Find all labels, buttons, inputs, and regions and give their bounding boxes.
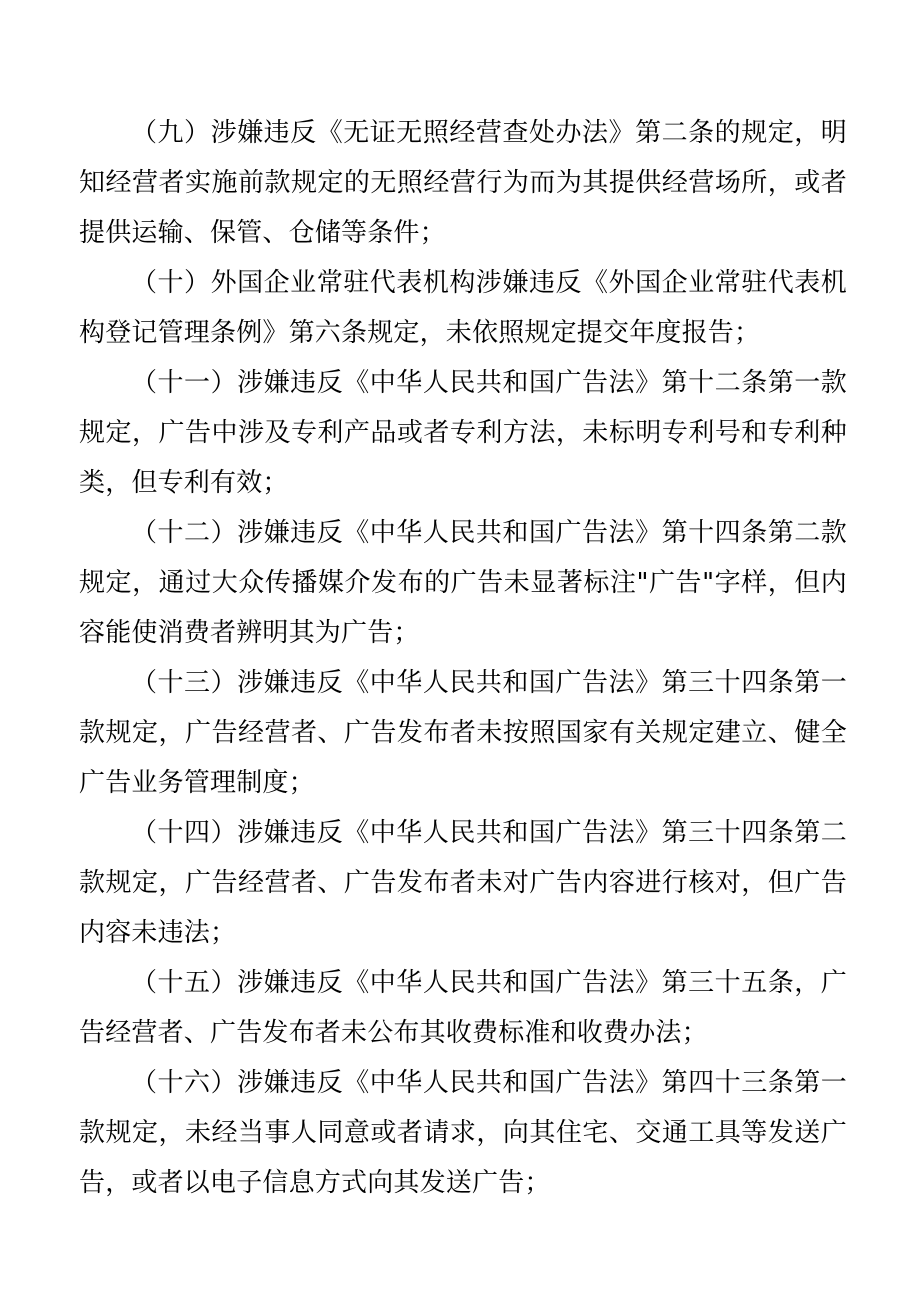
clause-14: （十四）涉嫌违反《中华人民共和国广告法》第三十四条第二款规定，广告经营者、广告发布者未对广告内容进行核对，但广告内容未违法；: [79, 818, 847, 948]
clause-16: （十六）涉嫌违反《中华人民共和国广告法》第四十三条第一款规定，未经当事人同意或者请求，向其住宅、交通工具等发送广告，或者以电子信息方式向其发送广告；: [79, 1068, 847, 1198]
clause-9: （九）涉嫌违反《无证无照经营查处办法》第二条的规定，明知经营者实施前款规定的无照经营行为而为其提供经营场所，或者提供运输、保管、仓储等条件；: [79, 118, 847, 248]
clause-11: （十一）涉嫌违反《中华人民共和国广告法》第十二条第一款规定，广告中涉及专利产品或者专利方法，未标明专利号和专利种类，但专利有效；: [79, 368, 847, 498]
clause-10: （十）外国企业常驻代表机构涉嫌违反《外国企业常驻代表机构登记管理条例》第六条规定，未依照规定提交年度报告；: [79, 268, 847, 348]
clause-13: （十三）涉嫌违反《中华人民共和国广告法》第三十四条第一款规定，广告经营者、广告发布者未按照国家有关规定建立、健全广告业务管理制度；: [79, 668, 847, 798]
document-body: [79, 108, 847, 1208]
clause-12: （十二）涉嫌违反《中华人民共和国广告法》第十四条第二款规定，通过大众传播媒介发布的广告未显著标注"广告"字样，但内容能使消费者辨明其为广告；: [79, 518, 847, 648]
clause-15: （十五）涉嫌违反《中华人民共和国广告法》第三十五条，广告经营者、广告发布者未公布其收费标准和收费办法；: [79, 968, 847, 1048]
